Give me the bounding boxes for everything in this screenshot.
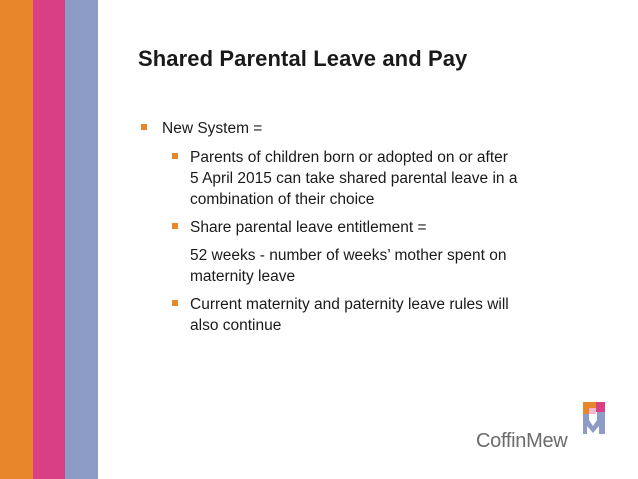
bullet-text-line: combination of their choice <box>190 191 375 208</box>
decorative-stripe-pink <box>33 0 65 479</box>
cm-monogram-icon <box>579 400 607 434</box>
logo-wordmark: CoffinMew <box>476 430 568 452</box>
bullet-square-icon <box>172 223 178 229</box>
bullet-text-line: Parents of children born or adopted on or after <box>190 149 508 166</box>
bullet-list <box>138 118 618 336</box>
bullet-square-icon <box>141 124 147 130</box>
sub-bullet-current-rules <box>138 294 618 336</box>
sub-bullet-entitlement <box>138 217 618 238</box>
bullet-level1 <box>138 118 618 139</box>
bullet-text-line: Current maternity and paternity leave rules will <box>190 296 509 313</box>
continuation-line: 52 weeks - number of weeks’ mother spent on <box>190 247 507 264</box>
bullet-square-icon <box>172 153 178 159</box>
coffinmew-logo <box>476 400 606 456</box>
continuation-line: maternity leave <box>190 268 296 285</box>
bullet-text-line: also continue <box>190 317 282 334</box>
slide-title: Shared Parental Leave and Pay <box>138 46 468 71</box>
bullet-text: New System = <box>162 120 263 137</box>
sub-bullet-parents <box>138 147 618 210</box>
bullet-text-line: 5 April 2015 can take shared parental leave in a <box>190 170 518 187</box>
decorative-stripe-orange <box>0 0 33 479</box>
bullet-square-icon <box>172 300 178 306</box>
bullet-text-line: Share parental leave entitlement = <box>190 219 427 236</box>
decorative-stripe-blue <box>65 0 98 479</box>
entitlement-continuation <box>138 245 618 287</box>
